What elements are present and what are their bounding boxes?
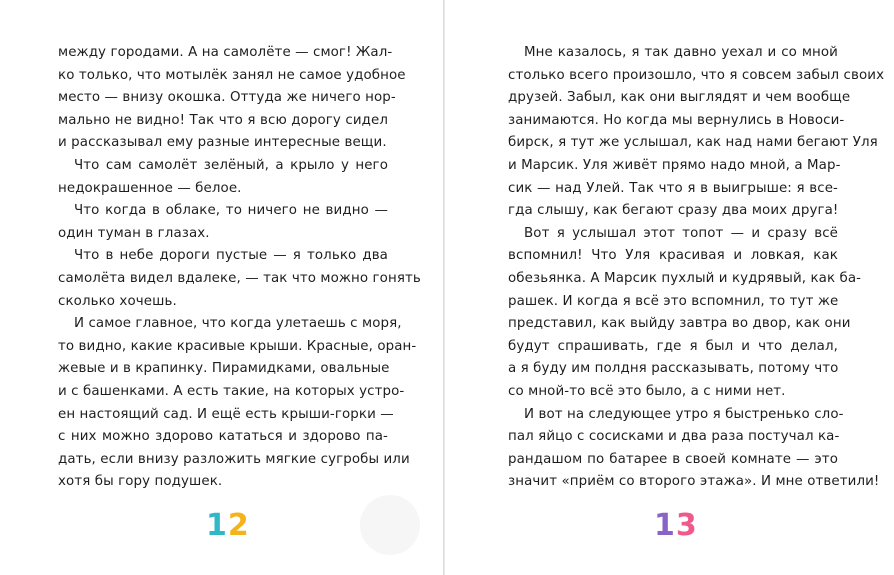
right-page — [445, 0, 894, 575]
text-line: гда слышу, как бегают сразу два моих друга! — [508, 203, 839, 219]
text-line: недокрашенное — белое. — [58, 180, 242, 196]
text-line: И самое главное, что когда улетаешь с моря, — [74, 316, 402, 332]
text-line: ен настоящий сад. И ещё есть крыши-горки — — [58, 406, 394, 422]
text-line: Что сам самолёт зелёный, а крыло у него — [74, 157, 388, 173]
text-line: между городами. А на самолёте — смог! Жал- — [58, 45, 393, 60]
text-line: и Марсик. Уля живёт прямо надо мной, а Мар- — [508, 157, 841, 173]
page-corner-shade — [360, 495, 420, 555]
text-line: то видно, какие красивые крыши. Красные, оран- — [58, 338, 417, 354]
text-line: рандашом по батарее в своей комнате — это — [508, 451, 838, 467]
text-line: дать, если внизу разложить мягкие сугробы или — [58, 451, 410, 467]
text-line: с них можно здорово кататься и здорово па- — [58, 429, 388, 445]
text-line: со мной-то всё это было, а с ними нет. — [508, 383, 786, 399]
text-line: бирск, я тут же услышал, как над нами бегают Уля — [508, 135, 878, 151]
page-number — [206, 508, 250, 543]
text-line: пал яйцо с сосисками и два раза постучал ка- — [508, 429, 840, 445]
text-line: сик — над Улей. Так что я в выигрыше: я все- — [508, 180, 838, 196]
text-line: обезьянка. А Марсик пухлый и кудрявый, как ба- — [508, 270, 862, 286]
text-line: жевые и в крапинку. Пирамидками, овальные — [58, 361, 390, 377]
text-line: будут спрашивать, где я был и что делал, — [508, 338, 838, 354]
page-number-digit: 1 — [206, 508, 228, 543]
text-line: мально не видно! Так что я всю дорогу сидел — [58, 112, 388, 128]
text-line: рашек. И когда я всё это вспомнил, то тут же — [508, 293, 839, 309]
page-number-digit: 3 — [675, 508, 698, 543]
text-line: хотя бы гору подушек. — [58, 474, 223, 490]
text-line: ко только, что мотылёк занял не самое удобное — [58, 67, 406, 83]
text-line: занимаются. Но когда мы вернулись в Новоси- — [508, 112, 845, 128]
text-line: а я буду им полдня рассказывать, потому что — [508, 361, 839, 377]
text-line: Мне казалось, я так давно уехал и со мной — [524, 45, 838, 60]
page-number — [654, 508, 698, 543]
page-number-digit: 2 — [227, 508, 250, 543]
text-line: вспомнил! Что Уля красивая и ловкая, как — [508, 248, 838, 264]
left-page-text — [58, 42, 421, 494]
text-line: сколько хочешь. — [58, 293, 177, 309]
page-number-digit: 1 — [654, 508, 676, 543]
text-line: столько всего произошло, что я совсем забыл своих — [508, 67, 885, 83]
text-line: Что в небе дороги пустые — я только два — [74, 248, 388, 264]
text-line: друзей. Забыл, как они выглядят и чем вообще — [508, 90, 851, 106]
text-line: Что когда в облаке, то ничего не видно — — [74, 203, 388, 219]
right-page-text — [508, 42, 885, 494]
text-line: представил, как выйду завтра во двор, как они — [508, 316, 851, 332]
text-line: Вот я услышал этот топот — и сразу всё — [524, 225, 838, 241]
text-line: и рассказывал ему разные интересные вещи. — [58, 135, 387, 151]
text-line: самолёта видел вдалеке, — так что можно гонять — [58, 270, 421, 286]
text-line: и с башенками. А есть такие, на которых устро- — [58, 383, 405, 399]
text-line: один туман в глазах. — [58, 225, 210, 241]
text-line: место — внизу окошка. Оттуда же ничего нор- — [58, 90, 396, 106]
text-line: И вот на следующее утро я быстренько сло- — [524, 406, 844, 422]
left-page — [0, 0, 443, 575]
text-line: значит «приём со второго этажа». И мне ответили! — [508, 474, 880, 490]
